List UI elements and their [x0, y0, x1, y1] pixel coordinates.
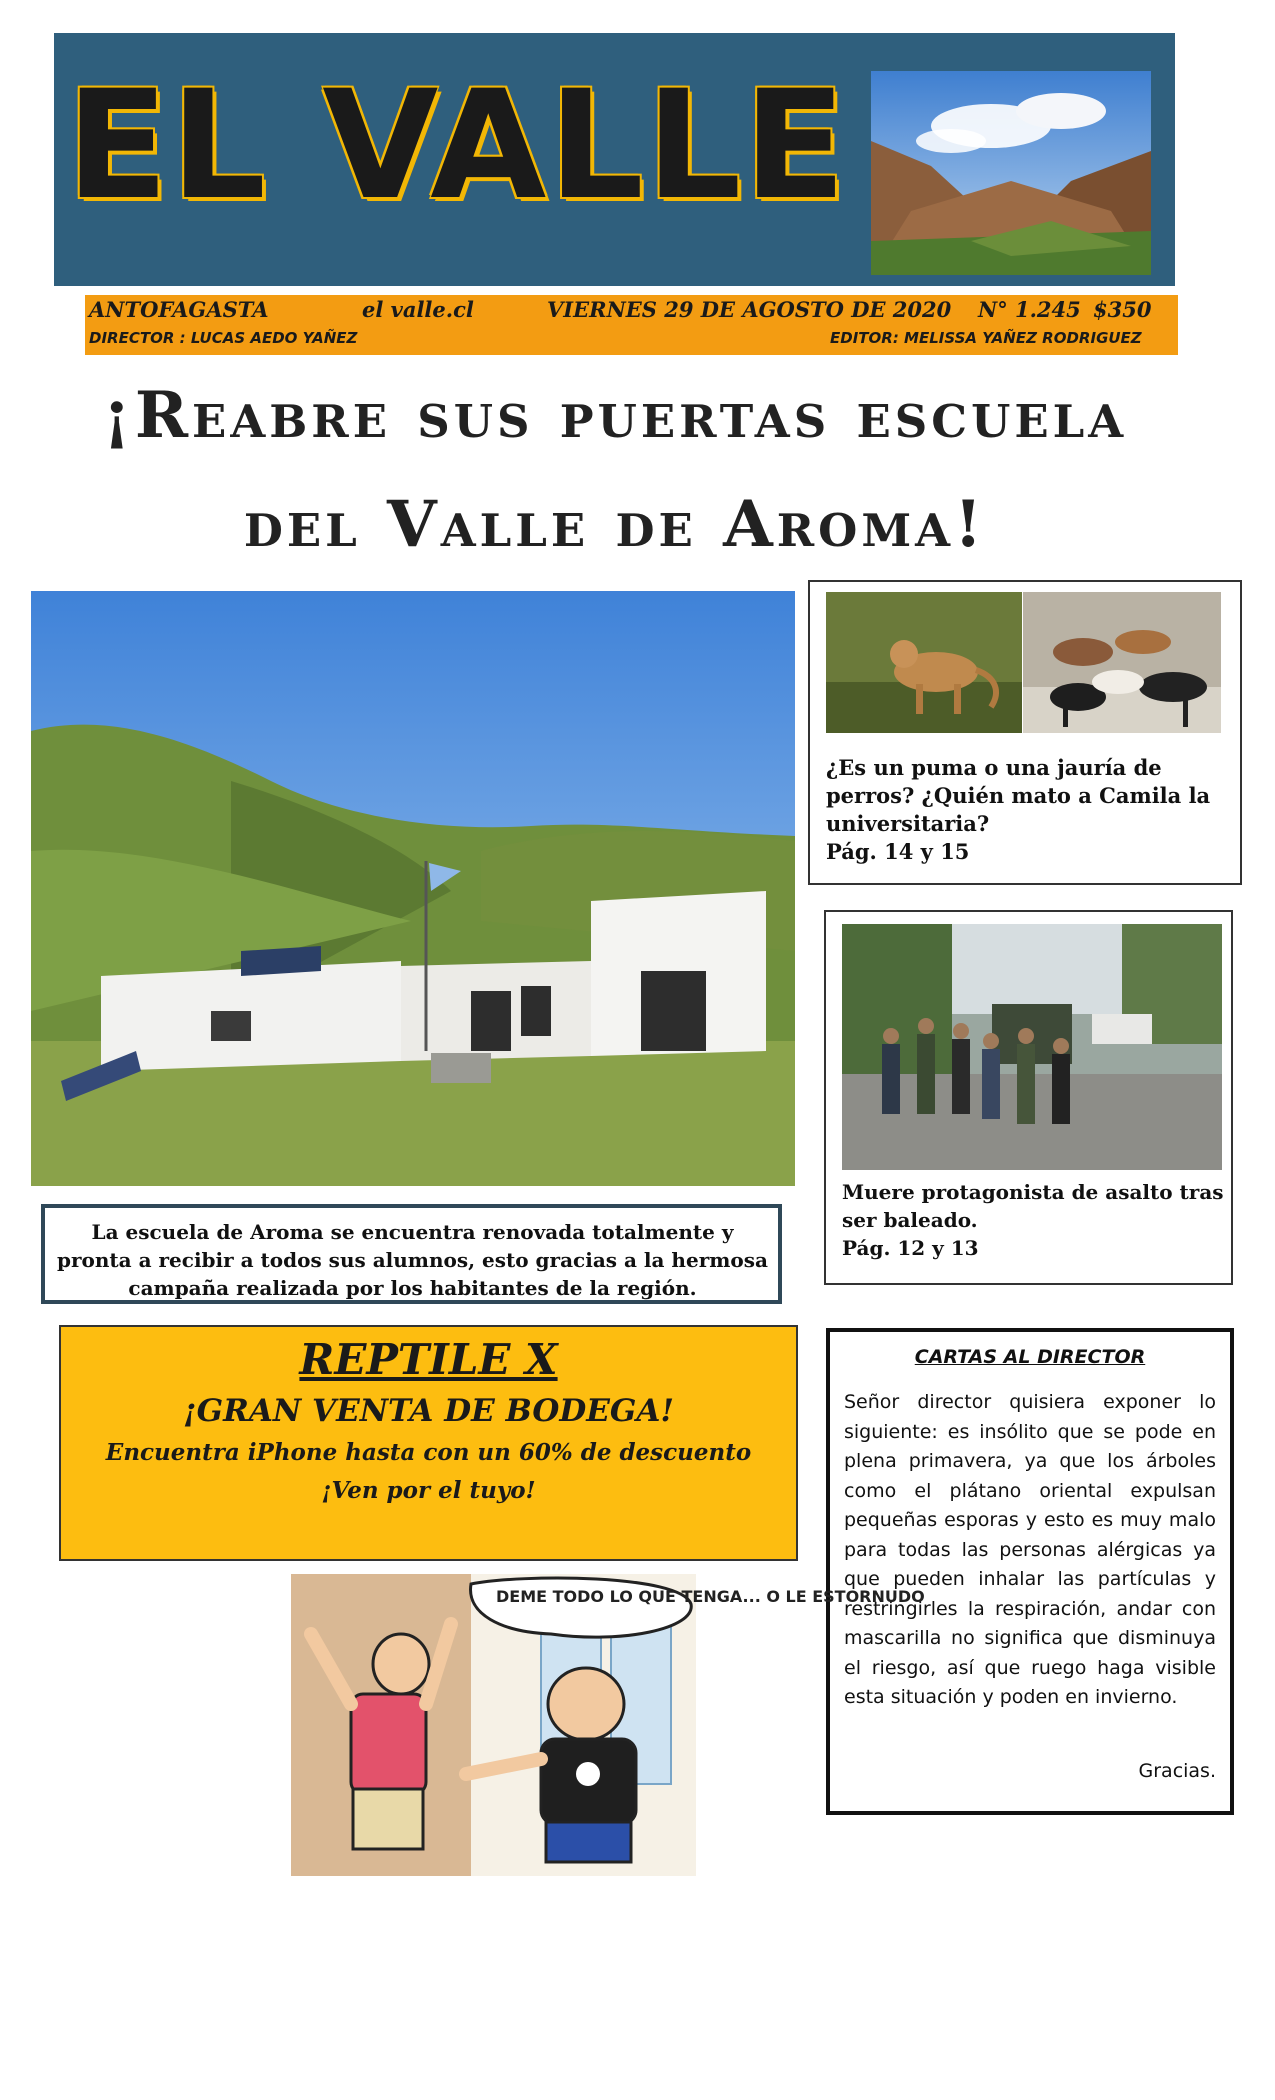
masthead-mountain-photo [871, 71, 1151, 275]
newspaper-name: EL VALLE [66, 59, 848, 233]
reptile-x-ad[interactable] [59, 1325, 798, 1561]
letters-to-director [826, 1328, 1234, 1815]
school-photo [31, 591, 795, 1186]
ad-call-to-action: ¡Ven por el tuyo! [321, 1477, 536, 1504]
info-bar [85, 295, 1178, 355]
headline-line-1: ¡Reabre sus puertas escuela [102, 378, 1128, 453]
city-label: ANTOFAGASTA [89, 297, 269, 322]
assault-story-text: Muere protagonista de asalto tras ser baleado. [842, 1180, 1224, 1232]
assault-story-page: Pág. 12 y 13 [842, 1236, 979, 1260]
date-label: VIERNES 29 DE AGOSTO DE 2020 [547, 297, 952, 322]
editor-label: EDITOR: MELISSA YAÑEZ RODRIGUEZ [830, 329, 1142, 347]
website-label: el valle.cl [362, 297, 474, 322]
price-label: $350 [1093, 297, 1152, 322]
dogs-photo [1023, 592, 1221, 733]
police-photo [842, 924, 1222, 1170]
ad-offer: Encuentra iPhone hasta con un 60% de descuento [105, 1439, 752, 1466]
headline-line-2: del Valle de Aroma! [243, 487, 987, 562]
puma-photo [826, 592, 1022, 733]
letters-title: CARTAS AL DIRECTOR [914, 1346, 1146, 1368]
ad-brand: REPTILE X [299, 1335, 558, 1384]
photo-caption-box [41, 1204, 782, 1304]
story-box-assault[interactable] [824, 910, 1233, 1285]
letters-body: Señor director quisiera exponer lo siguiente: es insólito que se pode en plena primavera, ya que los árboles como el plátano oriental expulsan pequeñas esporas y esto es muy malo para todas las personas alérgicas ya que pueden inhalar las partículas y restringirles la respiración, andar con mascarilla no significa que disminuya el riesgo, así que ruego haga visible esta situación y poden en invierno. [844, 1391, 1216, 1708]
puma-story-text: ¿Es un puma o una jauría de perros? ¿Quién mato a Camila la universitaria? [826, 755, 1211, 836]
ad-headline: ¡GRAN VENTA DE BODEGA! [183, 1393, 674, 1429]
letters-signature: Gracias. [1138, 1760, 1216, 1782]
director-label: DIRECTOR : LUCAS AEDO YAÑEZ [89, 329, 358, 347]
puma-story-page: Pág. 14 y 15 [826, 839, 970, 864]
cartoon-speech: DEME TODO LO QUE TENGA... O LE ESTORNUDO [496, 1587, 925, 1606]
sneeze-cartoon [291, 1574, 925, 1876]
story-box-puma[interactable] [808, 580, 1242, 885]
masthead [54, 33, 1175, 286]
issue-number: N° 1.245 [978, 297, 1081, 322]
photo-caption: La escuela de Aroma se encuentra renovada totalmente y pronta a recibir a todos sus alumnos, esto gracias a la hermosa campaña realizada por los habitantes de la región. [57, 1220, 768, 1300]
